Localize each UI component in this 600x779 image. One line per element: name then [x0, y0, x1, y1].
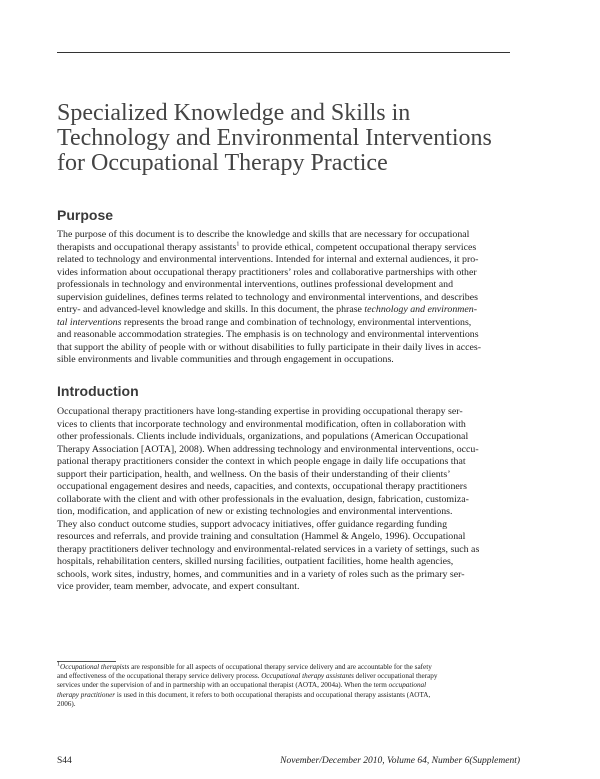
footnote-marker: 1 — [236, 241, 240, 248]
text-line: supervision guidelines, defines terms related to technology and environmental interventions, and describes — [57, 291, 478, 303]
text-line: Occupational therapy practitioners have long-standing expertise in providing occupational therapy ser- — [57, 406, 463, 417]
purpose-heading: Purpose — [57, 207, 114, 223]
footnote-line: 2006). — [57, 699, 76, 708]
introduction-paragraph — [57, 406, 510, 594]
purpose-paragraph — [57, 229, 510, 367]
text-line: that support the ability of people with or without disabilities to fully participate in their daily lives in acces- — [57, 341, 481, 353]
text-line: therapy practitioners deliver technology and environmental-related services in a variety of settings, such as — [57, 543, 480, 555]
text-line: and reasonable accommodation strategies. The emphasis is on technology and environmental interventions — [57, 329, 479, 340]
text-line: schools, work sites, industry, homes, and communities and in a variety of roles such as the primary ser- — [57, 568, 465, 580]
text-line: entry- and advanced-level knowledge and skills. In this document, the phrase technology and environmen- — [57, 304, 478, 315]
text-line: other professionals. Clients include individuals, organizations, and populations (American Occupational — [57, 431, 469, 442]
text-line: vice provider, team member, advocate, and expert consultant. — [57, 581, 300, 592]
top-rule — [57, 52, 510, 53]
text-line: therapists and occupational therapy assistants$^1$ to provide ethical, competent occupational therapy services — [57, 241, 477, 253]
text-line: vides information about occupational therapy practitioners’ roles and collaborative partnerships with other — [57, 266, 477, 278]
text-line: The purpose of this document is to describe the knowledge and skills that are necessary for occupational — [57, 229, 470, 240]
title-line: for Occupational Therapy Practice — [57, 150, 388, 176]
introduction-heading: Introduction — [57, 383, 139, 399]
title-line: Specialized Knowledge and Skills in — [57, 100, 411, 126]
text-line: related to technology and environmental interventions. Intended for internal and external audiences, it pro- — [57, 254, 479, 265]
text-line: occupational engagement desires and needs, capacities, and contexts, occupational therapy practitioners — [57, 481, 467, 492]
text-line: Therapy Association [AOTA], 2008). When addressing technology and environmental interventions, occu- — [57, 443, 479, 455]
title-line: Technology and Environmental Interventions — [57, 125, 492, 151]
text-line: tal interventions represents the broad range and combination of technology, environmental interventions, — [57, 316, 472, 328]
text-line: tion, modification, and application of new or existing technologies and environmental interventions. — [57, 506, 453, 517]
journal-info: November/December 2010, Volume 64, Number 6(Supplement) — [280, 756, 520, 766]
text-line: pational therapy practitioners consider the context in which people engage in daily life occupations that — [57, 456, 466, 467]
text-line: resources and referrals, and provide training and consultation (Hammel & Angelo, 1996). Occupational — [57, 531, 466, 542]
text-line: sible environments and livable communities and through engagement in occupations. — [57, 354, 394, 365]
text-line: professionals in technology and environmental interventions, outlines professional development and — [57, 279, 454, 290]
text-line: They also conduct outcome studies, support advocacy initiatives, offer guidance regarding funding — [57, 518, 448, 530]
page-number: S44 — [57, 756, 72, 766]
footnote — [57, 663, 517, 709]
text-line: hospitals, rehabilitation centers, skilled nursing facilities, outpatient facilities, home health agencies, — [57, 556, 454, 567]
footnote-line: services under the supervision of and in partnership with an occupational therapist (AOTA, 2004a). When the term occupational — [57, 681, 427, 690]
footnote-line: $^1$Occupational therapists are responsible for all aspects of occupational therapy service delivery and are accountable for the safety — [57, 661, 432, 671]
footnote-rule — [57, 661, 116, 662]
footnote-line: and effectiveness of the occupational therapy service delivery process. Occupational therapy assistants deliver occupational therapy — [57, 672, 438, 681]
text-line: collaborate with the client and with other professionals in the evaluation, design, fabrication, customiza- — [57, 493, 469, 505]
footnote-line: therapy practitioner is used in this document, it refers to both occupational therapists and occupational therapy assistants (AOTA, — [57, 690, 431, 699]
text-line: vices to clients that incorporate technology and environmental modification, often in collaboration with — [57, 418, 466, 430]
text-line: support their participation, health, and wellness. On the basis of their understanding of their clients’ — [57, 468, 451, 480]
footnote-number: 1 — [57, 661, 60, 668]
page-title — [57, 101, 527, 176]
